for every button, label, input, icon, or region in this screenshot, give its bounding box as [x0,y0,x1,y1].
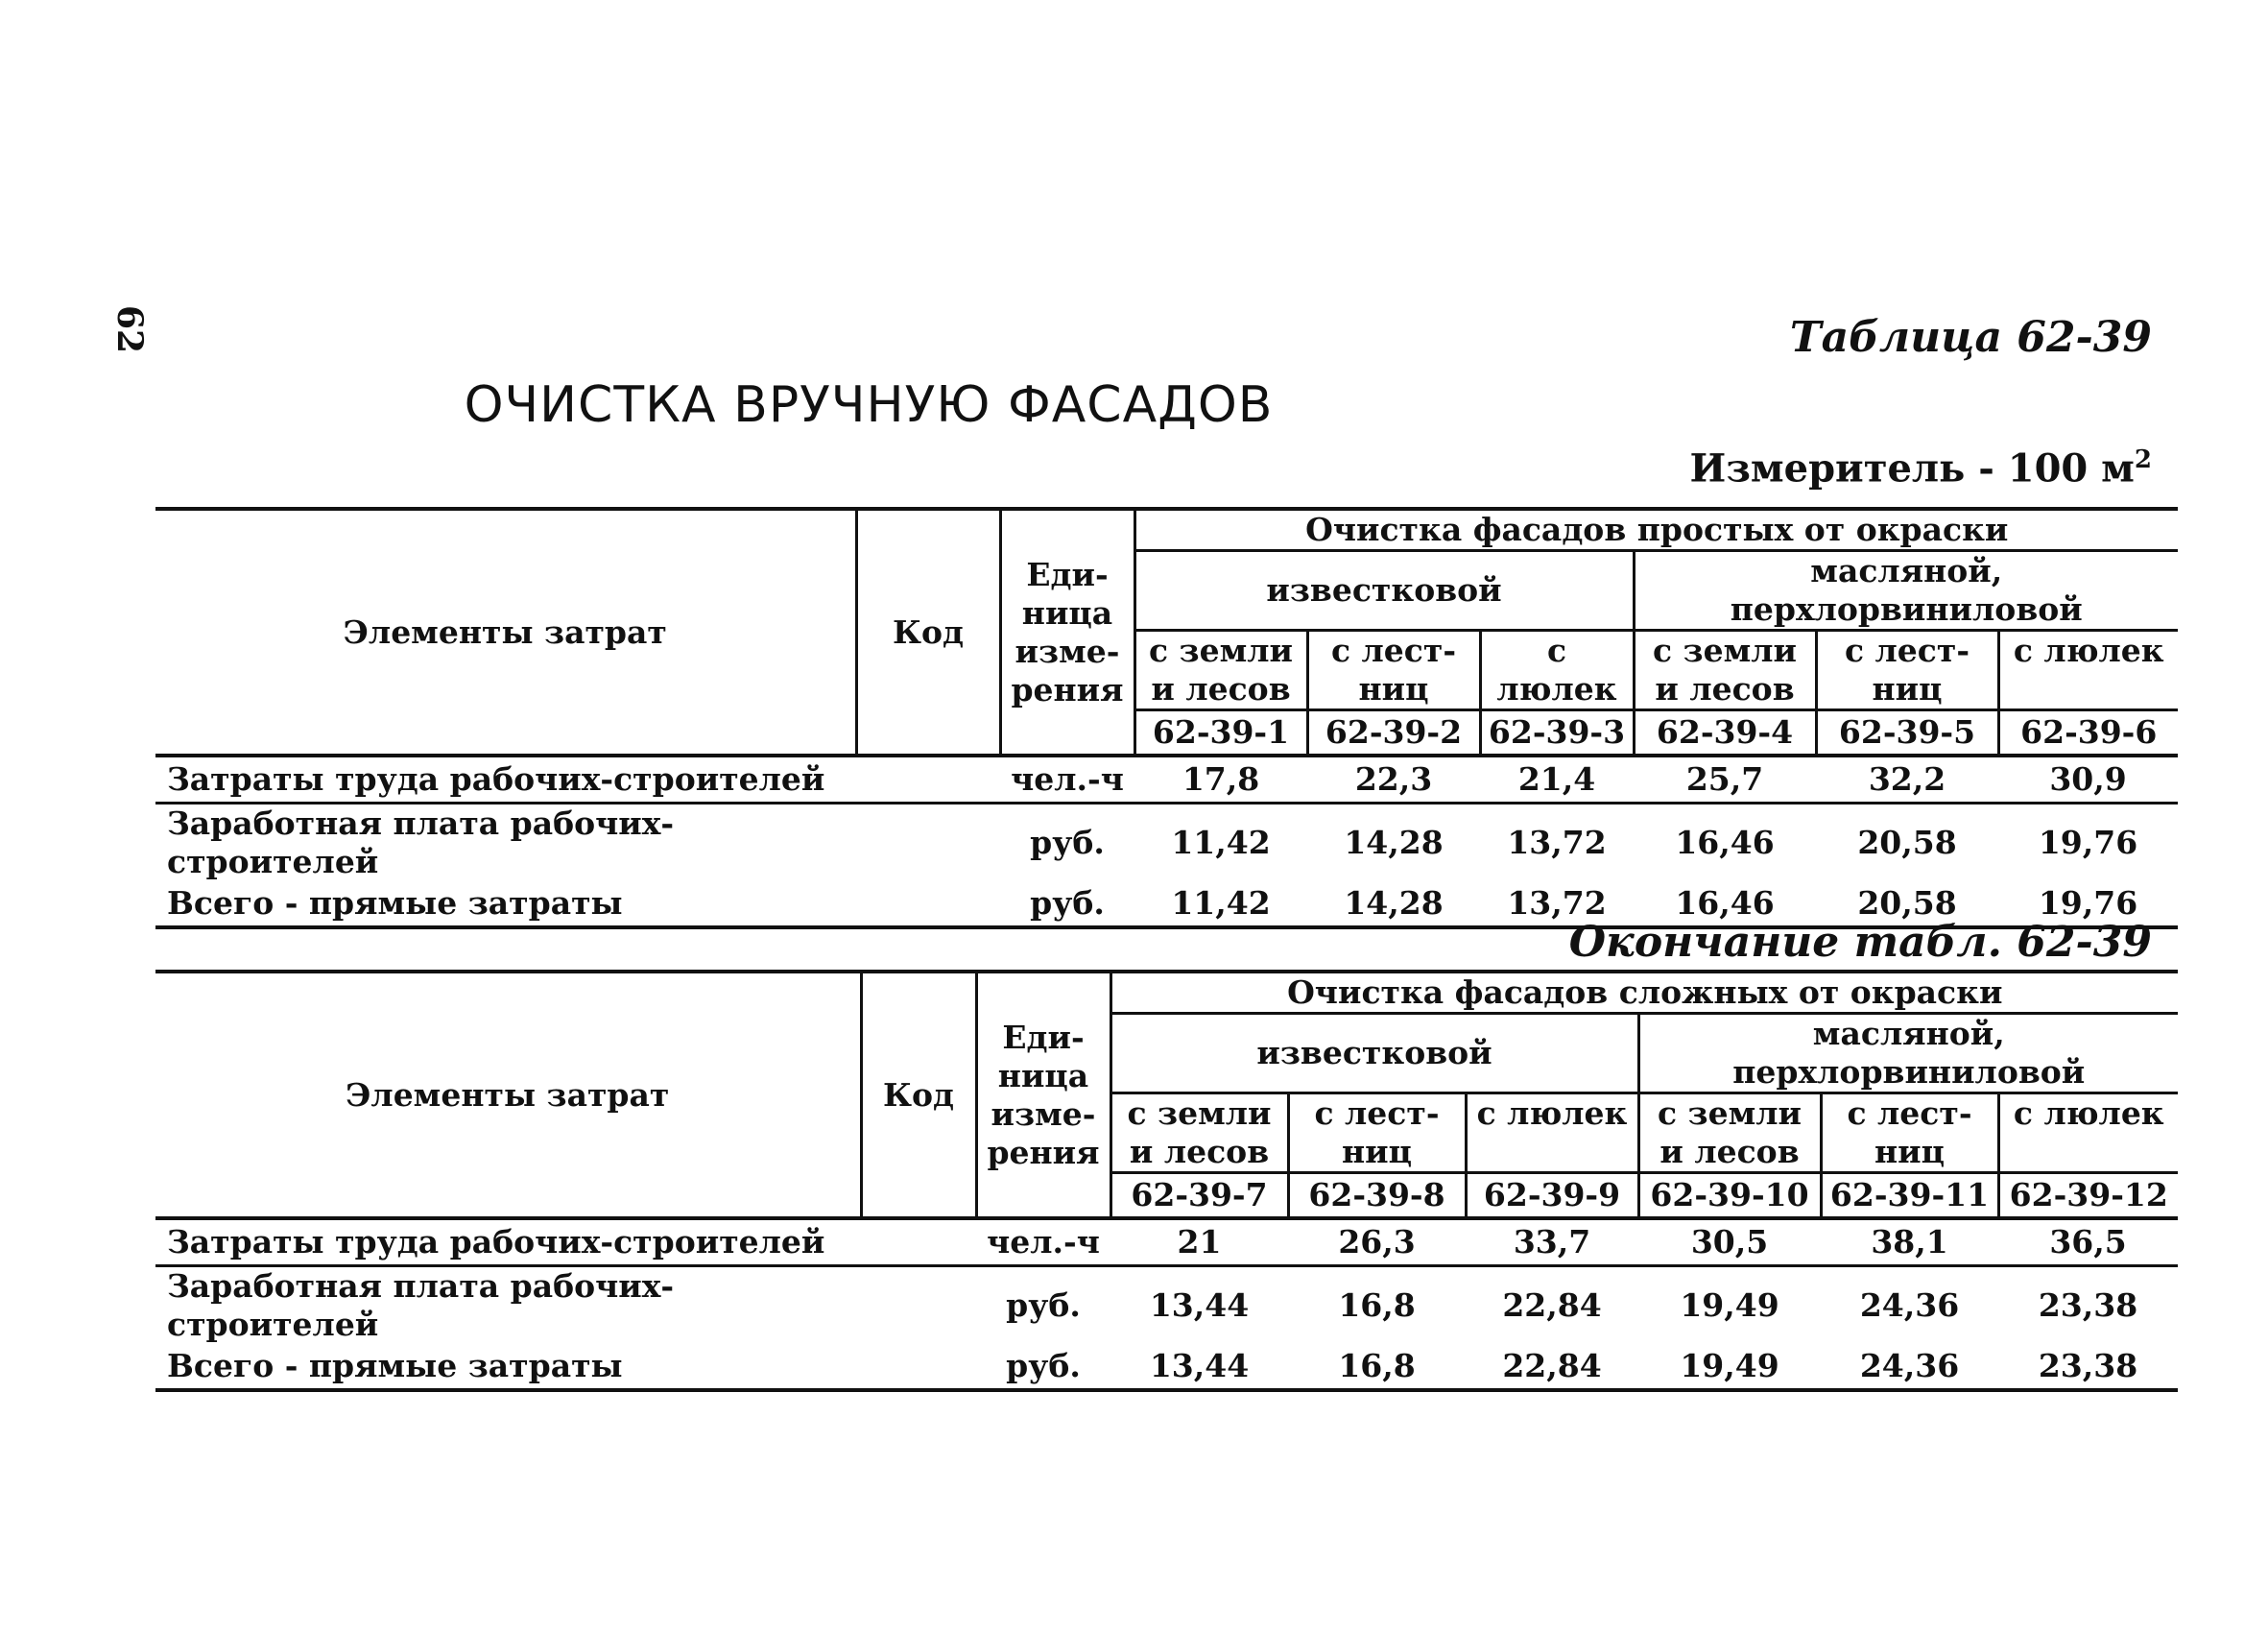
col-code: 62-39-2 [1307,710,1480,756]
header-oil: масляной, перхлорвиниловой [1634,551,2178,631]
table-row [155,804,2178,882]
cell-value: 11,42 [1134,881,1307,927]
table-row [155,1218,2178,1266]
cell-value: 24,36 [1859,1286,1960,1324]
table-row [155,1344,2178,1390]
col-code: 62-39-7 [1110,1173,1288,1219]
cell-value: 22,84 [1502,1286,1602,1324]
cell-value: 25,7 [1634,756,1816,804]
cell-value: 22,84 [1466,1344,1638,1390]
cell-value: 19,76 [1998,881,2178,927]
cell-value: 23,38 [1998,1344,2178,1390]
cell-value: 19,76 [2038,824,2138,861]
cell-value: 16,46 [1634,881,1816,927]
cell-value: 16,46 [1675,824,1775,861]
col-code: 62-39-5 [1816,710,1998,756]
cell-value: 26,3 [1288,1218,1466,1266]
cell-value: 17,8 [1134,756,1307,804]
measure-unit: Измеритель - 100 $м^2$ [1689,445,2152,492]
col-header: с лест- ниц [1307,631,1480,710]
header-group: Очистка фасадов простых от окраски [1134,509,2178,551]
cell-value: 33,7 [1466,1218,1638,1266]
page-title: ОЧИСТКА ВРУЧНУЮ ФАСАДОВ [464,376,1274,434]
col-header: с земли и лесов [1638,1093,1821,1173]
row-label: Всего - прямые затраты [155,881,856,927]
row-unit: чел.-ч [1000,756,1134,804]
cell-value: 30,9 [1998,756,2178,804]
cell-value: 11,42 [1171,824,1271,861]
row-label: Заработная плата рабочих-строителей [167,1267,675,1343]
cell-value: 16,8 [1288,1344,1466,1390]
cell-value: 20,58 [1816,881,1998,927]
col-code: 62-39-12 [1998,1173,2178,1219]
header-unit: Еди- ница изме- рения [976,972,1110,1218]
col-code: 62-39-6 [1998,710,2178,756]
cell-value: 21 [1110,1218,1288,1266]
header-elements: Элементы затрат [155,509,856,756]
cell-value: 36,5 [1998,1218,2178,1266]
row-label: Затраты труда рабочих-строителей [155,1218,861,1266]
table-continuation-label: Окончание табл. 62-39 [1568,918,2152,967]
col-header: с люлек [1998,631,2178,710]
cell-value: 13,44 [1149,1286,1250,1324]
col-header: с люлек [1480,631,1634,710]
cell-value: 30,5 [1638,1218,1821,1266]
cell-value: 16,8 [1338,1286,1416,1324]
cell-value: 14,28 [1344,824,1444,861]
row-label: Заработная плата рабочих-строителей [167,804,675,880]
row-unit: чел.-ч [976,1218,1110,1266]
col-header: с люлек [1466,1093,1638,1173]
col-header: с люлек [1998,1093,2178,1173]
table-row [155,1266,2178,1345]
cell-value: 14,28 [1307,881,1480,927]
row-label: Затраты труда рабочих-строителей [155,756,856,804]
table-row [155,756,2178,804]
cell-value: 19,49 [1680,1286,1779,1324]
col-code: 62-39-8 [1288,1173,1466,1219]
col-code: 62-39-4 [1634,710,1816,756]
header-unit: Еди- ница изме- рения [1000,509,1134,756]
col-header: с земли и лесов [1134,631,1307,710]
cell-value: 23,38 [2038,1286,2138,1324]
row-label: Всего - прямые затраты [155,1344,861,1390]
header-lime: известковой [1134,551,1634,631]
norms-table-complex [155,970,2178,1392]
cell-value: 13,72 [1507,824,1607,861]
cell-value: 22,3 [1307,756,1480,804]
header-code: Код [856,509,1000,756]
header-code: Код [861,972,976,1218]
col-code: 62-39-1 [1134,710,1307,756]
col-header: с лест- ниц [1288,1093,1466,1173]
col-header: с земли и лесов [1634,631,1816,710]
row-unit: руб. [976,1344,1110,1390]
col-header: с земли и лесов [1110,1093,1288,1173]
row-unit: руб. [1006,1286,1081,1324]
col-code: 62-39-3 [1480,710,1634,756]
cell-value: 19,49 [1638,1344,1821,1390]
norms-table-simple [155,507,2178,929]
row-unit: руб. [1000,881,1134,927]
cell-value: 13,44 [1110,1344,1288,1390]
cell-value: 38,1 [1821,1218,1998,1266]
header-elements: Элементы затрат [155,972,861,1218]
cell-value: 13,72 [1480,881,1634,927]
header-oil: масляной, перхлорвиниловой [1638,1014,2178,1093]
page-number: 62 [109,304,151,354]
header-lime: известковой [1110,1014,1638,1093]
table-label: Таблица 62-39 [1789,313,2152,362]
col-code: 62-39-9 [1466,1173,1638,1219]
header-group: Очистка фасадов сложных от окраски [1110,972,2178,1014]
cell-value: 21,4 [1480,756,1634,804]
col-code: 62-39-10 [1638,1173,1821,1219]
cell-value: 20,58 [1857,824,1957,861]
col-code: 62-39-11 [1821,1173,1998,1219]
col-header: с лест- ниц [1816,631,1998,710]
cell-value: 24,36 [1821,1344,1998,1390]
row-unit: руб. [1030,824,1105,861]
cell-value: 32,2 [1816,756,1998,804]
col-header: с лест- ниц [1821,1093,1998,1173]
